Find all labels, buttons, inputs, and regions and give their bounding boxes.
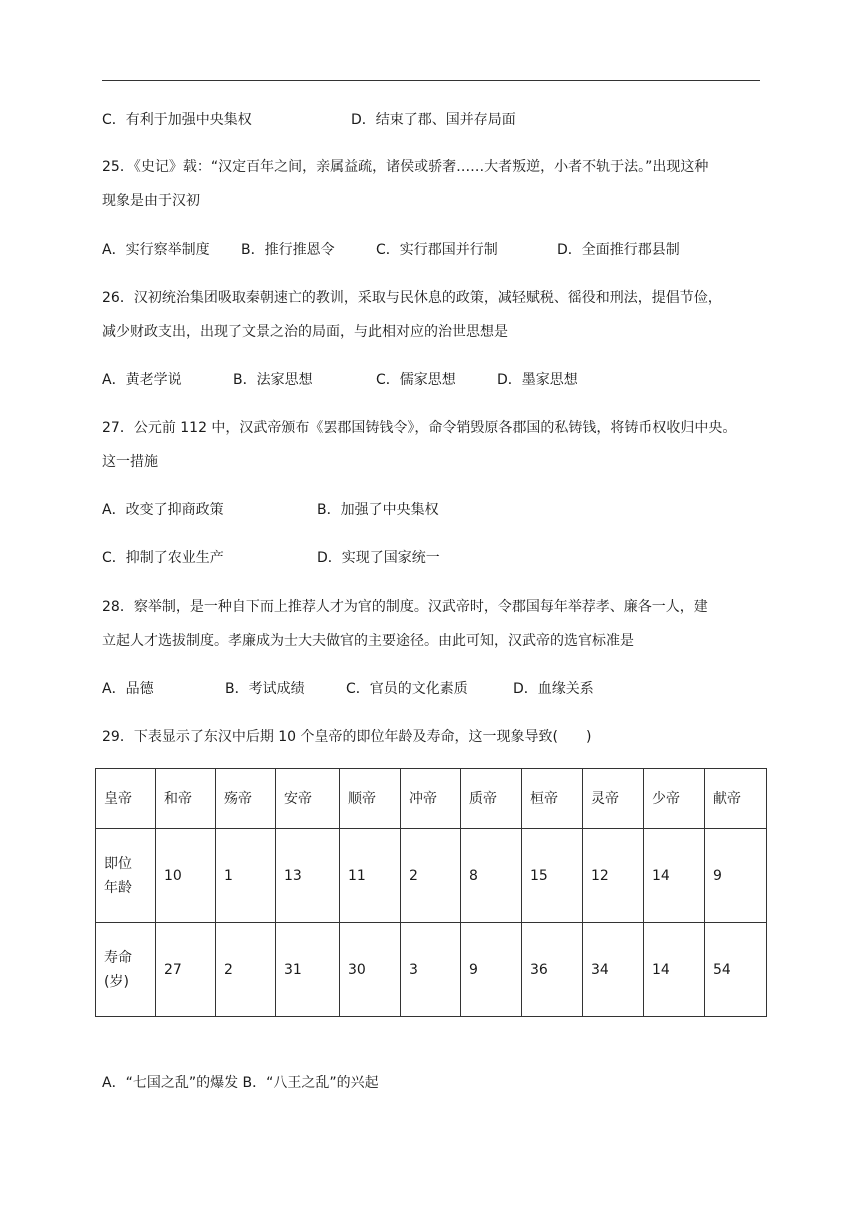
emperor-cell: 顺帝 <box>340 769 401 829</box>
lifespan-cell: 2 <box>216 923 276 1017</box>
lifespan-cell: 31 <box>276 923 340 1017</box>
q24-option-d: D．结束了郡、国并存局面 <box>351 112 516 128</box>
q25-stem-line2: 现象是由于汉初 <box>102 193 200 209</box>
q28-option-a: A．品德 <box>102 681 154 697</box>
q27-option-d: D．实现了国家统一 <box>317 550 440 566</box>
table-row-lifespan <box>96 923 767 1017</box>
emperor-cell: 殇帝 <box>216 769 276 829</box>
q26-option-d: D．墨家思想 <box>497 372 578 388</box>
age-cell: 1 <box>216 829 276 923</box>
age-cell: 12 <box>583 829 644 923</box>
age-cell: 2 <box>401 829 461 923</box>
lifespan-cell: 30 <box>340 923 401 1017</box>
lifespan-cell: 9 <box>461 923 522 1017</box>
age-cell: 14 <box>644 829 705 923</box>
q28-stem-line2: 立起人才选拔制度。孝廉成为士大夫做官的主要途径。由此可知，汉武帝的选官标准是 <box>102 633 634 649</box>
lifespan-cell: 36 <box>522 923 583 1017</box>
q26-option-b: B．法家思想 <box>233 372 313 388</box>
lifespan-cell: 34 <box>583 923 644 1017</box>
age-cell: 11 <box>340 829 401 923</box>
age-cell: 13 <box>276 829 340 923</box>
q25-stem-line1: 25．《史记》载：“汉定百年之间，亲属益疏，诸侯或骄奢……大者叛逆，小者不轨于法。”出现这种 <box>102 159 709 175</box>
q28-option-d: D．血缘关系 <box>513 681 594 697</box>
q27-option-a: A．改变了抑商政策 <box>102 502 224 518</box>
emperor-cell: 和帝 <box>156 769 216 829</box>
row-header-emperor: 皇帝 <box>96 769 156 829</box>
emperor-cell: 桓帝 <box>522 769 583 829</box>
emperor-table <box>95 768 767 1017</box>
q29-options: A．“七国之乱”的爆发 B．“八王之乱”的兴起 <box>102 1075 379 1091</box>
age-cell: 8 <box>461 829 522 923</box>
table-row-accession-age <box>96 829 767 923</box>
lifespan-cell: 3 <box>401 923 461 1017</box>
q26-option-a: A．黄老学说 <box>102 372 182 388</box>
q27-stem-line2: 这一措施 <box>102 454 158 470</box>
emperor-cell: 安帝 <box>276 769 340 829</box>
q26-stem-line1: 26．汉初统治集团吸取秦朝速亡的教训，采取与民休息的政策，减轻赋税、徭役和刑法，提倡节俭， <box>102 290 722 306</box>
q26-option-c: C．儒家思想 <box>376 372 456 388</box>
q28-stem-line1: 28．察举制，是一种自下而上推荐人才为官的制度。汉武帝时，令郡国每年举荐孝、廉各一人，建 <box>102 599 708 615</box>
emperor-cell: 少帝 <box>644 769 705 829</box>
lifespan-cell: 14 <box>644 923 705 1017</box>
row-header-accession-age: 即位 年龄 <box>96 829 156 923</box>
table-row-emperors <box>96 769 767 829</box>
age-cell: 10 <box>156 829 216 923</box>
q25-option-b: B．推行推恩令 <box>241 242 335 258</box>
emperor-cell: 献帝 <box>705 769 767 829</box>
row-header-lifespan: 寿命 (岁) <box>96 923 156 1017</box>
age-cell: 15 <box>522 829 583 923</box>
q25-option-c: C．实行郡国并行制 <box>376 242 498 258</box>
emperor-cell: 冲帝 <box>401 769 461 829</box>
q26-stem-line2: 减少财政支出，出现了文景之治的局面，与此相对应的治世思想是 <box>102 324 508 340</box>
q25-option-a: A．实行察举制度 <box>102 242 210 258</box>
emperor-cell: 灵帝 <box>583 769 644 829</box>
q28-option-c: C．官员的文化素质 <box>346 681 468 697</box>
q28-option-b: B．考试成绩 <box>225 681 305 697</box>
emperor-cell: 质帝 <box>461 769 522 829</box>
age-cell: 9 <box>705 829 767 923</box>
lifespan-cell: 54 <box>705 923 767 1017</box>
q27-option-c: C．抑制了农业生产 <box>102 550 224 566</box>
q29-stem: 29．下表显示了东汉中后期 10 个皇帝的即位年龄及寿命，这一现象导致( ) <box>102 729 592 745</box>
header-rule <box>102 80 760 81</box>
q27-option-b: B．加强了中央集权 <box>317 502 439 518</box>
q25-option-d: D．全面推行郡县制 <box>557 242 680 258</box>
q27-stem-line1: 27．公元前 112 中，汉武帝颁布《罢郡国铸钱令》，命令销毁原各郡国的私铸钱，将铸币权收归中央。 <box>102 420 737 436</box>
q24-option-c: C．有利于加强中央集权 <box>102 112 252 128</box>
lifespan-cell: 27 <box>156 923 216 1017</box>
